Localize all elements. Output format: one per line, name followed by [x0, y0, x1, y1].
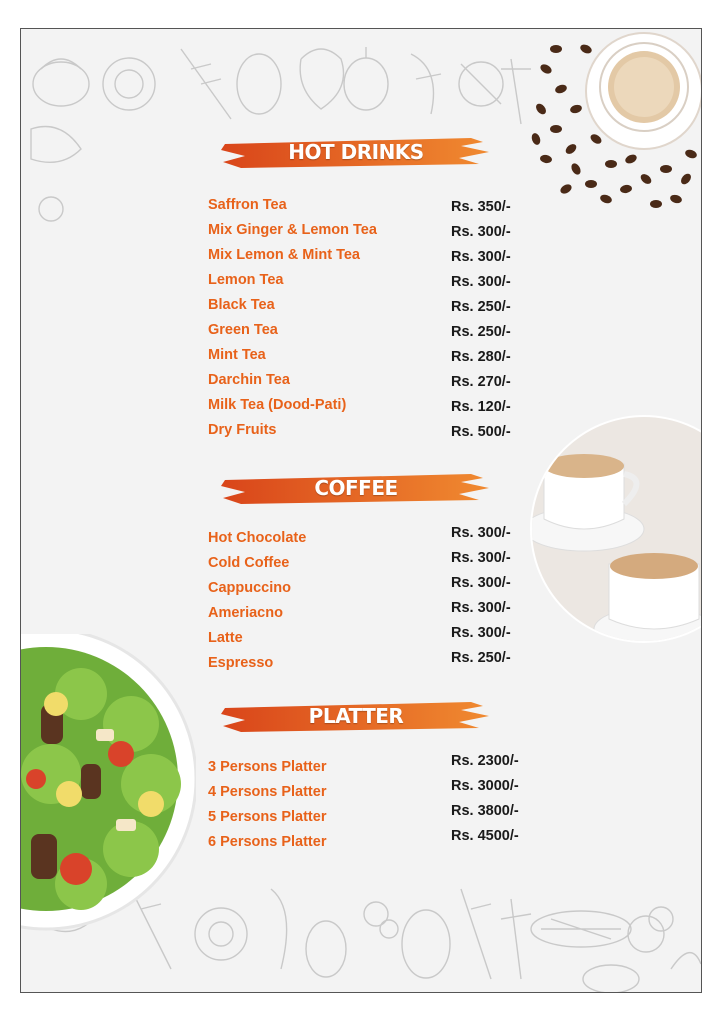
tea-cups-photo	[529, 414, 702, 644]
menu-item-name: Mix Ginger & Lemon Tea	[208, 222, 377, 238]
menu-item-name: Dry Fruits	[208, 422, 277, 438]
menu-item-name: 5 Persons Platter	[208, 809, 327, 825]
menu-item-price: Rs. 250/-	[451, 650, 511, 666]
menu-item-name: Mix Lemon & Mint Tea	[208, 247, 360, 263]
menu-item-name: Hot Chocolate	[208, 530, 307, 546]
section-banner-coffee	[221, 466, 491, 510]
menu-item-price: Rs. 300/-	[451, 600, 511, 616]
salad-platter-photo	[21, 634, 196, 934]
menu-item-price: Rs. 250/-	[451, 324, 511, 340]
menu-item-name: Cappuccino	[208, 580, 291, 596]
coffee-beans-cup-photo	[516, 29, 702, 219]
section-title: PLATTER	[308, 704, 404, 728]
menu-item-price: Rs. 300/-	[451, 625, 511, 641]
menu-item-name: Black Tea	[208, 297, 275, 313]
menu-item-price: Rs. 500/-	[451, 424, 511, 440]
menu-item-price: Rs. 120/-	[451, 399, 511, 415]
section-banner-hot-drinks	[221, 130, 491, 174]
menu-item-price: Rs. 3000/-	[451, 778, 519, 794]
menu-item-name: Green Tea	[208, 322, 278, 338]
menu-item-price: Rs. 280/-	[451, 349, 511, 365]
menu-item-name: Ameriacno	[208, 605, 283, 621]
menu-item-price: Rs. 270/-	[451, 374, 511, 390]
menu-item-price: Rs. 3800/-	[451, 803, 519, 819]
menu-item-price: Rs. 300/-	[451, 525, 511, 541]
menu-item-name: Mint Tea	[208, 347, 266, 363]
menu-page	[20, 28, 702, 993]
menu-item-name: 6 Persons Platter	[208, 834, 327, 850]
menu-item-price: Rs. 250/-	[451, 299, 511, 315]
section-title: HOT DRINKS	[288, 140, 424, 164]
menu-item-price: Rs. 300/-	[451, 274, 511, 290]
menu-item-price: Rs. 300/-	[451, 249, 511, 265]
menu-item-name: Darchin Tea	[208, 372, 290, 388]
menu-item-price: Rs. 350/-	[451, 199, 511, 215]
menu-item-name: 4 Persons Platter	[208, 784, 327, 800]
menu-item-name: Saffron Tea	[208, 197, 287, 213]
menu-item-price: Rs. 300/-	[451, 575, 511, 591]
menu-item-name: Cold Coffee	[208, 555, 290, 571]
menu-item-price: Rs. 300/-	[451, 224, 511, 240]
menu-item-price: Rs. 300/-	[451, 550, 511, 566]
menu-item-price: Rs. 2300/-	[451, 753, 519, 769]
menu-item-name: Espresso	[208, 655, 274, 671]
menu-item-name: 3 Persons Platter	[208, 759, 327, 775]
section-banner-platter	[221, 694, 491, 738]
menu-item-name: Milk Tea (Dood-Pati)	[208, 397, 347, 413]
menu-item-name: Latte	[208, 630, 243, 646]
menu-item-price: Rs. 4500/-	[451, 828, 519, 844]
section-title: COFFEE	[314, 476, 398, 500]
menu-item-name: Lemon Tea	[208, 272, 284, 288]
